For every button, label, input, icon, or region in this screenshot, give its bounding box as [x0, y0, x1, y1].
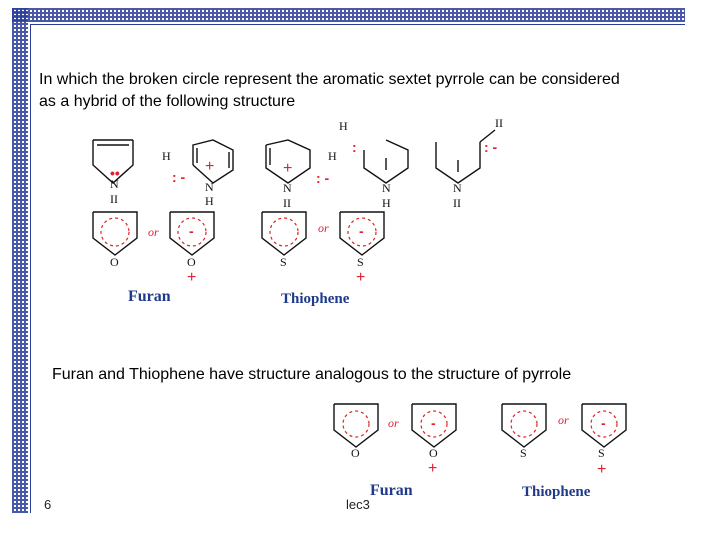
atom-h-4b: H — [382, 196, 391, 210]
carbanion-3: : - — [316, 170, 330, 186]
aromatic-circle-furan-3 — [343, 411, 369, 437]
caption-thiophene-2: Thiophene — [522, 484, 591, 500]
atom-o-2: O — [187, 255, 196, 269]
atom-o-3: O — [351, 446, 360, 460]
footer-lecture-label: lec3 — [346, 497, 370, 512]
atom-h-2b: H — [205, 194, 214, 208]
plus-2: + — [205, 158, 215, 175]
plus-furan-2: + — [428, 460, 438, 477]
atom-s-2: S — [357, 255, 364, 269]
intro-paragraph: In which the broken circle represent the aromatic sextet pyrrole can be considered as a hybrid of the following structure — [39, 71, 620, 110]
aromatic-circle-thiophene-3 — [511, 411, 537, 437]
plus-3: + — [283, 160, 293, 177]
minus-furan: - — [189, 223, 194, 239]
lone-pair-1: •• — [110, 165, 120, 181]
caption-furan-1: Furan — [128, 288, 171, 305]
page-number: 6 — [44, 497, 52, 512]
atom-h-3b: II — [283, 196, 291, 210]
plus-furan: + — [187, 269, 197, 286]
atom-h-3: H — [328, 149, 337, 163]
atom-n-1: N — [110, 177, 119, 191]
atom-n-4: N — [382, 181, 391, 195]
analogy-paragraph: Furan and Thiophene have structure analogous to the structure of pyrrole — [52, 366, 572, 383]
carbanion-5: : - — [484, 139, 498, 155]
atom-s-3: S — [520, 446, 527, 460]
plus-thiophene-2: + — [597, 461, 607, 478]
minus-thiophene: - — [359, 223, 364, 239]
carbanion-2: : - — [172, 169, 186, 185]
atom-s-4: S — [598, 446, 605, 460]
or-label-thiophene: or — [318, 221, 329, 235]
plus-thiophene: + — [356, 269, 366, 286]
atom-h-1: II — [110, 192, 118, 206]
minus-thiophene-2: - — [601, 415, 606, 431]
atom-n-3: N — [283, 181, 292, 195]
atom-o-4: O — [429, 446, 438, 460]
atom-o-1: O — [110, 255, 119, 269]
atom-h-2: H — [162, 149, 171, 163]
carbanion-4: : — [352, 139, 357, 155]
or-label-furan: or — [148, 225, 159, 239]
atom-h-4: H — [339, 119, 348, 133]
or-label-furan-2: or — [388, 416, 399, 430]
atom-h-5b: II — [453, 196, 461, 210]
atom-n-5: N — [453, 181, 462, 195]
atom-h-5: II — [495, 116, 503, 130]
atom-n-2: N — [205, 180, 214, 194]
or-label-thiophene-2: or — [558, 413, 569, 427]
atom-s-1: S — [280, 255, 287, 269]
caption-thiophene-1: Thiophene — [281, 291, 350, 307]
minus-furan-2: - — [431, 415, 436, 431]
caption-furan-2: Furan — [370, 482, 413, 499]
